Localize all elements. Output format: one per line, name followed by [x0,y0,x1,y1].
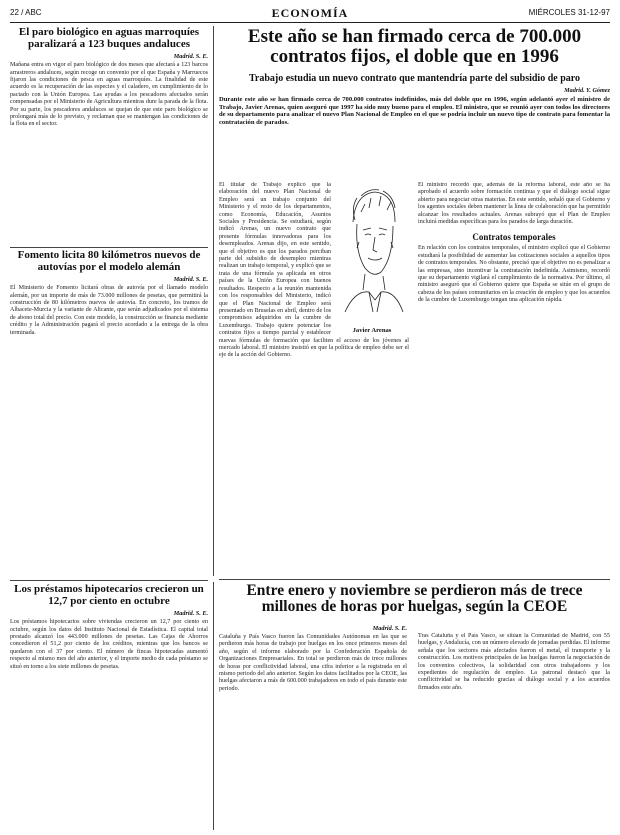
column-divider [213,26,214,576]
section-heading: Contratos temporales [472,232,556,243]
article-headline: Fomento licita 80 kilómetros nuevos de autovías por el modelo alemán [17,250,201,273]
strike-column-1-text: Cataluña y País Vasco fueron las Comunidades Autónomas en las que se perdieron más horas de trabajo por huelgas en los once primeros meses del año, según el informe elaborado por la Confederación Española de Organizaciones Empresariales. En total se perdieron más de trece millones de horas por conflictividad laboral, una cifra inferior a la registrada en el mismo periodo del año anterior. Según los datos facilitados por la CEOE, las huelgas afectaron a más de 600.000 trabajadores en todo el país durante este periodo. [219,634,407,692]
article-headline: El paro biológico en aguas marroquíes paralizará a 123 buques andaluces [18,27,200,50]
article-highways [10,250,208,518]
section-title: ECONOMÍA [271,6,349,20]
divider [10,247,208,248]
article-headline: Los préstamos hipotecarios crecieron un 12,7 por ciento en octubre [14,584,204,607]
article-body: El Ministerio de Fomento licitará obras de autovía por el llamado modelo alemán, por un importe de más de 73.000 millones de pesetas, que permitirá la construcción de 80 kilómetros nuevos de autovía. En concreto, los tramos de Albacete-Murcia y la variante de Alicante, que serán adjudicados por el sistema de abono total del precio. Con este modelo, la construcción se financia mediante crédito y la Administración pagará el precio acordado a la entrega de la obra terminada. [10,285,208,336]
main-column-2 [418,182,610,577]
portrait-sketch [335,182,409,322]
article-body: Los préstamos hipotecarios sobre viviendas crecieron un 12,7 por ciento en octubre, según los datos del Instituto Nacional de Estadística. El capital total prestado alcanzó los 443.000 millones de pesetas. Las Cajas de Ahorros concedieron el 51,2 por ciento de los créditos, mientras que los bancos se quedaron con el 37 por ciento. El número de fincas hipotecadas aumentó respecto al mismo mes del año anterior, y el importe medio de cada préstamo se situó en torno a los siete millones de pesetas. [10,619,208,670]
portrait-caption: Javier Arenas [352,327,392,334]
main-column-2-text-b: En relación con los contratos temporales, el ministro explicó que el Gobierno estudiará la posibilidad de aumentar las cotizaciones sociales a aquellos tipos de contratos temporales. No obstante, precisó que el objetivo no es penalizar a las empresas, sino incentivar la contratación indefinida. Asimismo, recordó que su departamento vigilará el cumplimiento de la normativa. Por último, el ministro aseguró que el Gobierno quiere que España se sitúe en el grupo de cabeza de los países comunitarios en la creación de empleo y que los acuerdos de la cumbre de Luxemburgo tengan una aplicación rápida. [418,245,610,304]
main-lead: Durante este año se han firmado cerca de 700.000 contratos indefinidos, más del doble que en 1996, según adelantó ayer el ministro de Trabajo, Javier Arenas, quien aseguró que 1997 ha sido muy bueno para el empleo. El ministro, que se reunió ayer con todos los directores de su departamento para analizar el nuevo Plan Nacional de Empleo en el que se podría incluir un nuevo tipo de contrato para fomentar la contratación de parados. [219,95,610,127]
strike-column-2 [418,633,610,830]
main-column-2-text-a: El ministro recordó que, además de la reforma laboral, este año se ha aprobado el acuerdo sobre formación continua y que el diálogo social sigue abierto para negociar otras materias. En este sentido, señaló que el Gobierno y los agentes sociales deben mantener la línea de colaboración que ha permitido alcanzar los resultados actuales. Arenas subrayó que el Plan de Empleo incluirá medidas específicas para los parados de larga duración. [418,182,610,226]
page-label: 22 / ABC [10,8,42,17]
main-column-1-text: El titular de Trabajo explicó que la elaboración del nuevo Plan Nacional de Empleo será un trabajo conjunto del Ministerio y el resto de los departamentos, como Economía, Educación, Asuntos Sociales y Presidencia. Se estudiará, según indicó Arenas, un nuevo contrato que presente fórmulas innovadoras para los desempleados. Arenas dijo, en este sentido, que el objetivo es que los parados perciban parte del subsidio de desempleo mientras realizan un trabajo temporal, y explicó que se trata de una fórmula ya aplicada en otros países de la Unión Europea con buenos resultados. Respecto a la reunión mantenida con los responsables del Ministerio, indicó que el Plan Nacional de Empleo será presentado en Bruselas en abril, dentro de los compromisos adquiridos en la cumbre de Luxemburgo. Trabajo quiere potenciar los contratos fijos a tiempo parcial y establecer nuevas fórmulas de formación que faciliten el acceso de los jóvenes al mercado laboral. El ministro insistió en que la política de empleo debe ser el eje de la acción del Gobierno. [219,182,409,359]
article-contracts [219,27,610,577]
header-rule [10,22,610,23]
column-divider-lower [213,582,214,830]
strike-column-2-text: Tras Cataluña y el País Vasco, se sitúan la Comunidad de Madrid, con 55 huelgas, y Andalucía, con un número elevado de jornadas perdidas. El informe señala que los sectores más afectados fueron el metal, el transporte y la construcción. Los motivos principales de las huelgas fueron la negociación de los convenios colectivos, la solidaridad con otros trabajadores y los expedientes de regulación de empleo. La patronal destacó que la conflictividad se ha reducido gracias al diálogo social y a los acuerdos firmados este año. [418,633,610,691]
article-strikes [219,583,610,830]
article-byline: Madrid. S. E. [173,276,208,284]
main-subhead: Trabajo estudia un nuevo contrato que mantendría parte del subsidio de paro [248,72,581,84]
article-mortgages [10,584,208,830]
main-byline: Madrid. Y. Gómez [564,86,610,94]
article-fishing [10,27,208,242]
portrait-figure [335,182,409,332]
strike-headline: Entre enero y noviembre se perdieron más de trece millones de horas por huelgas, según la CEOE [246,583,583,616]
divider [219,579,610,580]
strike-byline: Madrid. S. E. [372,625,407,632]
page-header [10,6,610,20]
article-byline: Madrid. S. E. [173,610,208,618]
strike-column-1 [219,625,407,830]
article-byline: Madrid. S. E. [173,53,208,61]
issue-date: MIÉRCOLES 31-12-97 [528,8,610,17]
article-body: Mañana entra en vigor el paro biológico de dos meses que afectará a 123 barcos arrastreros andaluces, según recoge un convenio por el que España y Marruecos fijaron las condiciones de pesca en aguas marroquíes. La finalidad de este acuerdo es la recuperación de las especies y el caladero, en cumplimiento de lo pactado con la Unión Europea. Las ayudas a los pescadores afectados serán compensadas por el Ministerio de Agricultura mientras dure la parada de la flota. Por su parte, los pescadores andaluces se quejan de que este paro biológico se prolongará más de lo previsto, y reclaman que se mantengan las condiciones de la flota en el sector. [10,62,208,128]
main-column-1 [219,182,409,577]
divider [10,580,208,581]
main-headline: Este año se han firmado cerca de 700.000 contratos fijos, el doble que en 1996 [247,27,582,67]
